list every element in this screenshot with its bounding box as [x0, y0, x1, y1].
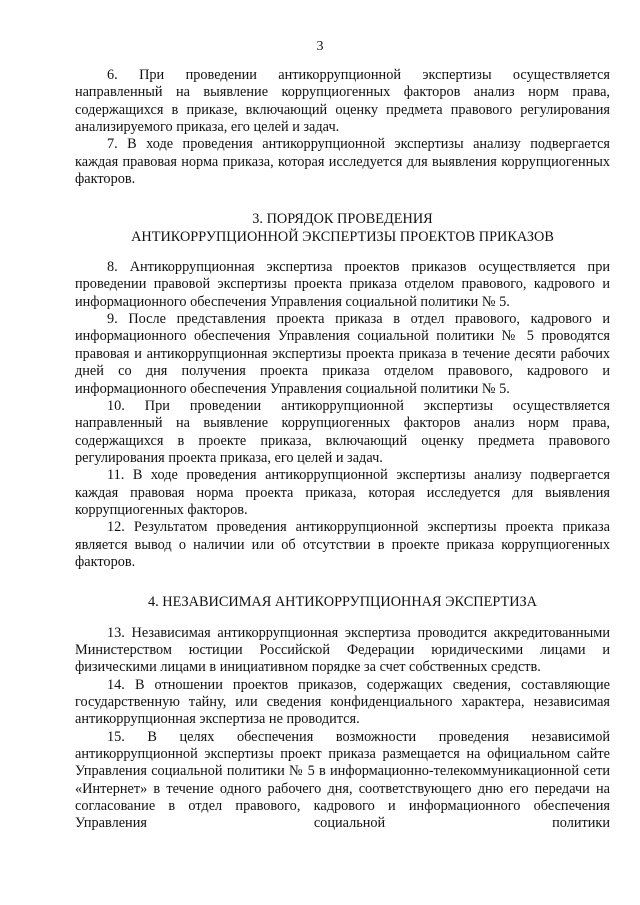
section-3-heading-line2: АНТИКОРРУПЦИОННОЙ ЭКСПЕРТИЗЫ ПРОЕКТОВ ПРИКАЗОВ: [131, 228, 554, 245]
paragraph-15: 15. В целях обеспечения возможности проведения независимой антикоррупционной экспертизы проект приказа размещается на официальном сайте Управления социальной политики № 5 в информационно-телекоммуникационной сети «Интернет» в течение одного рабочего дня, соответствующего дню его передачи на согласование в отдел правового, кадрового и информационного обеспечения Управления социальной политики: [75, 728, 610, 832]
document-body: [75, 67, 610, 833]
paragraph-7: 7. В ходе проведения антикоррупционной экспертизы анализу подвергается каждая правовая норма приказа, которая исследуется для выявления коррупциогенных факторов.: [75, 136, 610, 188]
paragraph-11: 11. В ходе проведения антикоррупционной экспертизы анализу подвергается каждая правовая норма проекта приказа, которая исследуется для выявления коррупциогенных факторов.: [75, 467, 610, 518]
section-3-heading-line1: 3. ПОРЯДОК ПРОВЕДЕНИЯ: [252, 211, 433, 228]
paragraph-14: 14. В отношении проектов приказов, содержащих сведения, составляющие государственную тайну, или сведения конфиденциального характера, независимая антикоррупционная экспертиза не проводится.: [75, 676, 610, 728]
paragraph-13: 13. Независимая антикоррупционная экспертиза проводится аккредитованными Министерством юстиции Российской Федерации юридическими лицами и физическими лицами в инициативном порядке за счет собственных средств.: [75, 624, 610, 676]
section-4-heading: 4. НЕЗАВИСИМАЯ АНТИКОРРУПЦИОННАЯ ЭКСПЕРТИЗА: [147, 594, 538, 611]
page-number: 3: [316, 39, 324, 54]
paragraph-6: 6. При проведении антикоррупционной экспертизы осуществляется направленный на выявление коррупциогенных факторов анализ норм права, содержащихся в приказе, включающий оценку предмета правового регулирования анализируемого приказа, его целей и задач.: [75, 67, 610, 136]
section-3-heading: [75, 211, 610, 246]
paragraph-9: 9. После представления проекта приказа в отдел правового, кадрового и информационного обеспечения Управления социальной политики № 5 проводятся правовая и антикоррупционная экспертизы проекта приказа в течение десяти рабочих дней со дня получения проекта приказа отделом правового, кадрового и информационного обеспечения Управления социальной политики № 5.: [75, 311, 610, 397]
paragraph-12: 12. Результатом проведения антикоррупционной экспертизы проекта приказа является вывод о наличии или об отсутствии в проекте приказа коррупциогенных факторов.: [75, 519, 610, 570]
paragraph-10: 10. При проведении антикоррупционной экспертизы осуществляется направленный на выявление коррупциогенных факторов анализ норм права, содержащихся в проекте приказа, включающий оценку предмета правового регулирования проекта приказа, его целей и задач.: [75, 397, 610, 466]
paragraph-8: 8. Антикоррупционная экспертиза проектов приказов осуществляется при проведении правовой экспертизы проекта приказа отделом правового, кадрового и информационного обеспечения Управления социальной политики № 5.: [75, 259, 610, 310]
